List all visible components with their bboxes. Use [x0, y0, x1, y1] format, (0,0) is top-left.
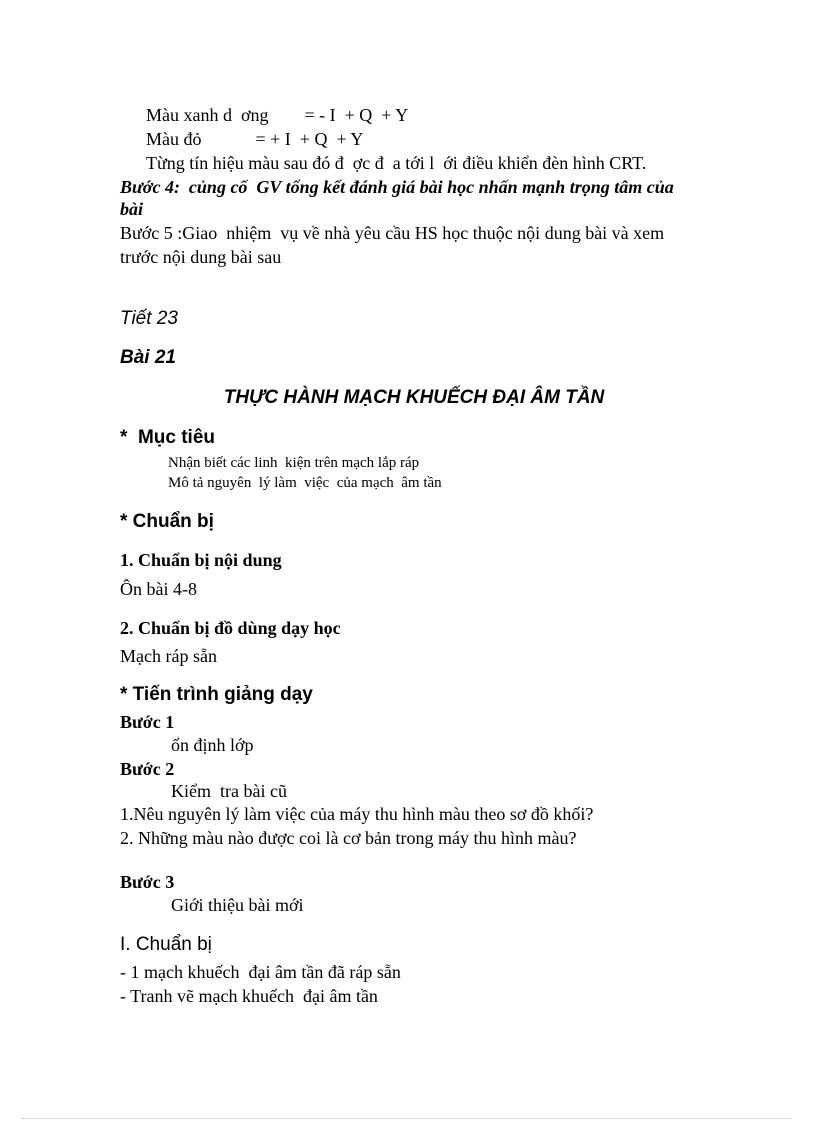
step4-text-line1: Bước 4: củng cố GV tổng kết đánh giá bài học nhấn mạnh trọng tâm của: [120, 177, 674, 197]
step3-label: Bước 3: [120, 872, 175, 892]
preparation-heading: * Chuẩn bị: [120, 511, 214, 532]
objective-item: Nhận biết các linh kiện trên mạch lắp ráp: [168, 455, 420, 471]
lesson-title: THỰC HÀNH MẠCH KHUẾCH ĐẠI ÂM TẦN: [223, 387, 605, 408]
content-prep-text: Ôn bài 4-8: [120, 579, 197, 599]
page-bottom-rule: [22, 1118, 792, 1119]
question-item: 2. Những màu nào được coi là cơ bản trong máy thu hình màu?: [120, 828, 577, 848]
step2-text: Kiểm tra bài cũ: [171, 781, 287, 801]
period-label: Tiết 23: [120, 308, 178, 329]
red-color-formula: Màu đỏ = + I + Q + Y: [146, 129, 364, 149]
tools-prep-heading: 2. Chuẩn bị đồ dùng dạy học: [120, 618, 341, 638]
question-item: 1.Nêu nguyên lý làm việc của máy thu hình màu theo sơ đồ khối?: [120, 804, 594, 824]
step5-text-line1: Bước 5 :Giao nhiệm vụ về nhà yêu cầu HS học thuộc nội dung bài và xem: [120, 223, 665, 243]
step5-text-line2: trước nội dung bài sau: [120, 247, 282, 267]
objective-item: Mô tả nguyên lý làm việc của mạch âm tần: [168, 475, 442, 491]
section1-item: - Tranh vẽ mạch khuếch đại âm tần: [120, 986, 378, 1006]
step4-text-line2: bài: [120, 199, 144, 219]
step1-text: ổn định lớp: [171, 735, 254, 755]
section1-item: - 1 mạch khuếch đại âm tần đã ráp sẵn: [120, 962, 401, 982]
content-prep-heading: 1. Chuẩn bị nội dung: [120, 550, 282, 570]
step3-text: Giới thiệu bài mới: [171, 895, 304, 915]
step1-label: Bước 1: [120, 712, 175, 732]
tools-prep-text: Mạch ráp sẵn: [120, 646, 217, 666]
section1-heading: I. Chuẩn bị: [120, 934, 212, 955]
step2-label: Bước 2: [120, 759, 175, 779]
green-color-formula: Màu xanh d ơng = - I + Q + Y: [146, 105, 409, 125]
signals-to-crt-text: Từng tín hiệu màu sau đó đ ợc đ a tới l ới điều khiển đèn hình CRT.: [146, 153, 647, 173]
process-heading: * Tiến trình giảng dạy: [120, 684, 313, 705]
lesson-number: Bài 21: [120, 347, 176, 368]
objectives-heading: * Mục tiêu: [120, 427, 216, 448]
